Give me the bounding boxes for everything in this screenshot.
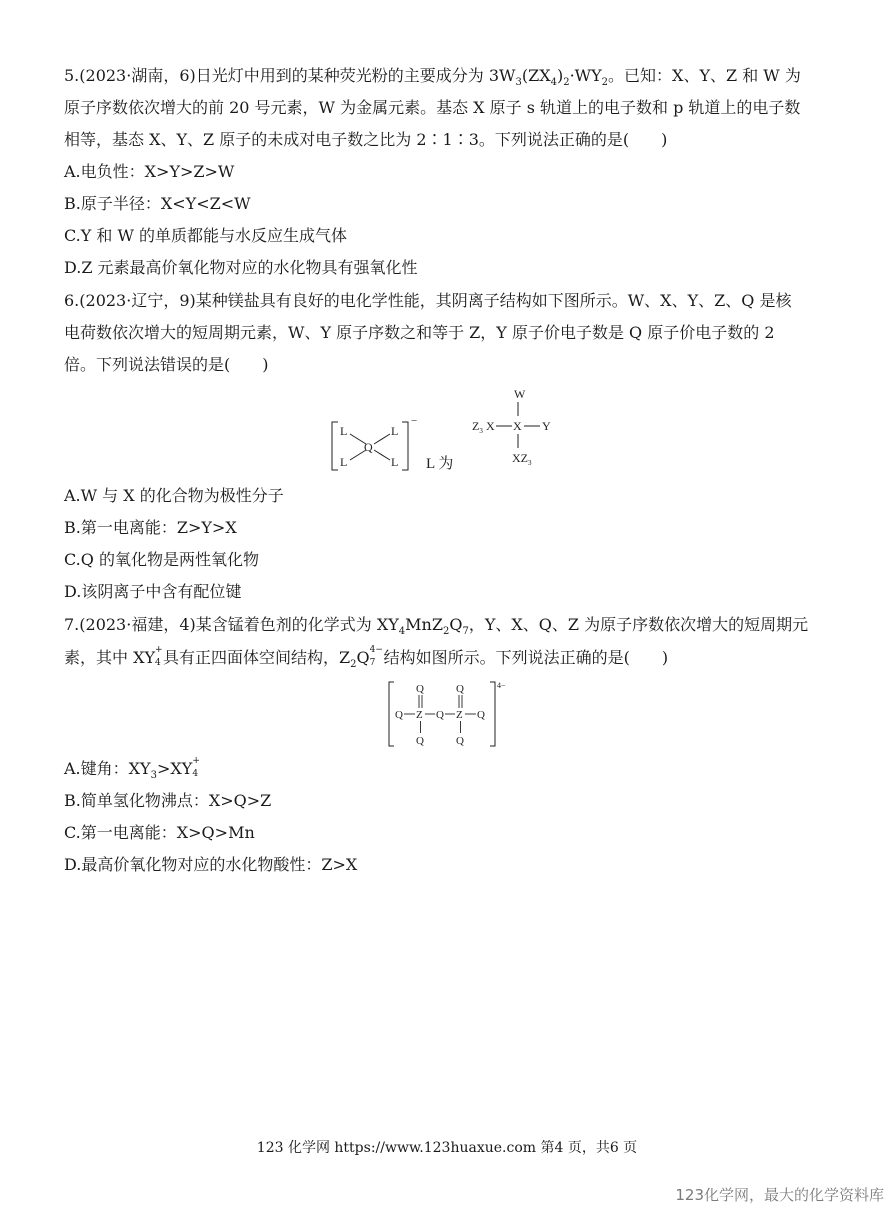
q5-line3: 相等，基态 X、Y、Z 原子的未成对电子数之比为 2∶1∶3。下列说法正确的是( ) xyxy=(64,130,668,149)
q-left: Q xyxy=(395,709,403,721)
atom-x-left: X xyxy=(486,419,495,433)
q6-option-d: D.该阴离子中含有配位键 xyxy=(64,582,242,601)
q7-z2q7-structure-figure xyxy=(384,678,512,750)
q6-line3: 倍。下列说法错误的是( ) xyxy=(64,355,269,374)
q6-line1: 6.(2023·辽宁，9)某种镁盐具有良好的电化学性能，其阴离子结构如下图所示。W、X、Y、Z、Q 是核 xyxy=(64,291,792,310)
ligand-l-top-left: L xyxy=(340,424,348,438)
bracket-right xyxy=(490,682,495,746)
z-right: Z xyxy=(456,709,463,721)
q7-option-a: A.键角：$XY_3>XY$ + 4 xyxy=(64,755,200,782)
q7-line1: 7.(2023·福建，4)某含锰着色剂的化学式为 $XY_4MnZ_2Q_7$，Y、X、Q、Z 为原子序数依次增大的短周期元 xyxy=(64,615,809,638)
bracket-left xyxy=(389,682,394,746)
q5-line1: 5.(2023·湖南，6)日光灯中用到的某种荧光粉的主要成分为 $3W_3(ZX_4)_2\cdot WY_2$。已知：X、Y、Z 和 W 为 xyxy=(64,66,801,89)
z-left: Z xyxy=(416,709,423,721)
q7-option-b: B.简单氢化物沸点：X>Q>Z xyxy=(64,791,272,810)
q-bridge: Q xyxy=(436,709,444,721)
anion-charge: − xyxy=(411,415,418,427)
q6-option-a: A.W 与 X 的化合物为极性分子 xyxy=(64,486,284,505)
q6-line2: 电荷数依次增大的短周期元素，W、Y 原子序数之和等于 Z，Y 原子价电子数是 Q 原子价电子数的 2 xyxy=(64,323,775,342)
atom-x-center: X xyxy=(513,419,522,433)
q-bottom-right: Q xyxy=(456,735,464,747)
page-footer: 123 化学网 https://www.123huaxue.com 第4 页，共6 页 xyxy=(256,1140,638,1156)
q7-line2: 素，其中 XY + 4 具有正四面体空间结构，$Z_2Q$ 4− 7 结构如图所示。下列说法正确的是( ) xyxy=(64,644,669,671)
q5-line2: 原子序数依次增大的前 20 号元素，W 为金属元素。基态 X 原子 s 轨道上的电子数和 p 轨道上的电子数 xyxy=(64,98,801,117)
q6-anion-structure-figure xyxy=(320,380,580,475)
q-top-right: Q xyxy=(456,683,464,695)
q5-option-d: D.Z 元素最高价氧化物对应的水化物具有强氧化性 xyxy=(64,258,418,277)
atom-y: Y xyxy=(542,419,551,433)
atom-w: W xyxy=(514,387,526,401)
center-q: Q xyxy=(364,440,373,454)
ligand-l-bottom-right: L xyxy=(391,455,399,469)
q6-option-b: B.第一电离能：Z>Y>X xyxy=(64,518,237,537)
bracket-right xyxy=(402,422,408,470)
q7-option-c: C.第一电离能：X>Q>Mn xyxy=(64,823,255,842)
q5-option-c: C.Y 和 W 的单质都能与水反应生成气体 xyxy=(64,226,348,245)
group-xz3-bottom: $XZ_3$ xyxy=(512,451,532,467)
bracket-left xyxy=(332,422,338,470)
q5-option-a: A.电负性：X>Y>Z>W xyxy=(64,162,235,181)
site-watermark: 123化学网，最大的化学资料库 xyxy=(675,1186,884,1204)
anion-charge: 4− xyxy=(497,681,506,690)
q5-option-b: B.原子半径：X<Y<Z<W xyxy=(64,194,251,213)
ligand-l-top-right: L xyxy=(391,424,399,438)
group-z3-left: $Z_3$ xyxy=(472,419,483,435)
ligand-l-bottom-left: L xyxy=(340,455,348,469)
q7-option-d: D.最高价氧化物对应的水化物酸性：Z>X xyxy=(64,855,358,874)
q6-option-c: C.Q 的氧化物是两性氧化物 xyxy=(64,550,259,569)
q-right: Q xyxy=(477,709,485,721)
q-top-left: Q xyxy=(416,683,424,695)
q-bottom-left: Q xyxy=(416,735,424,747)
l-is-label: L 为 xyxy=(426,456,454,472)
